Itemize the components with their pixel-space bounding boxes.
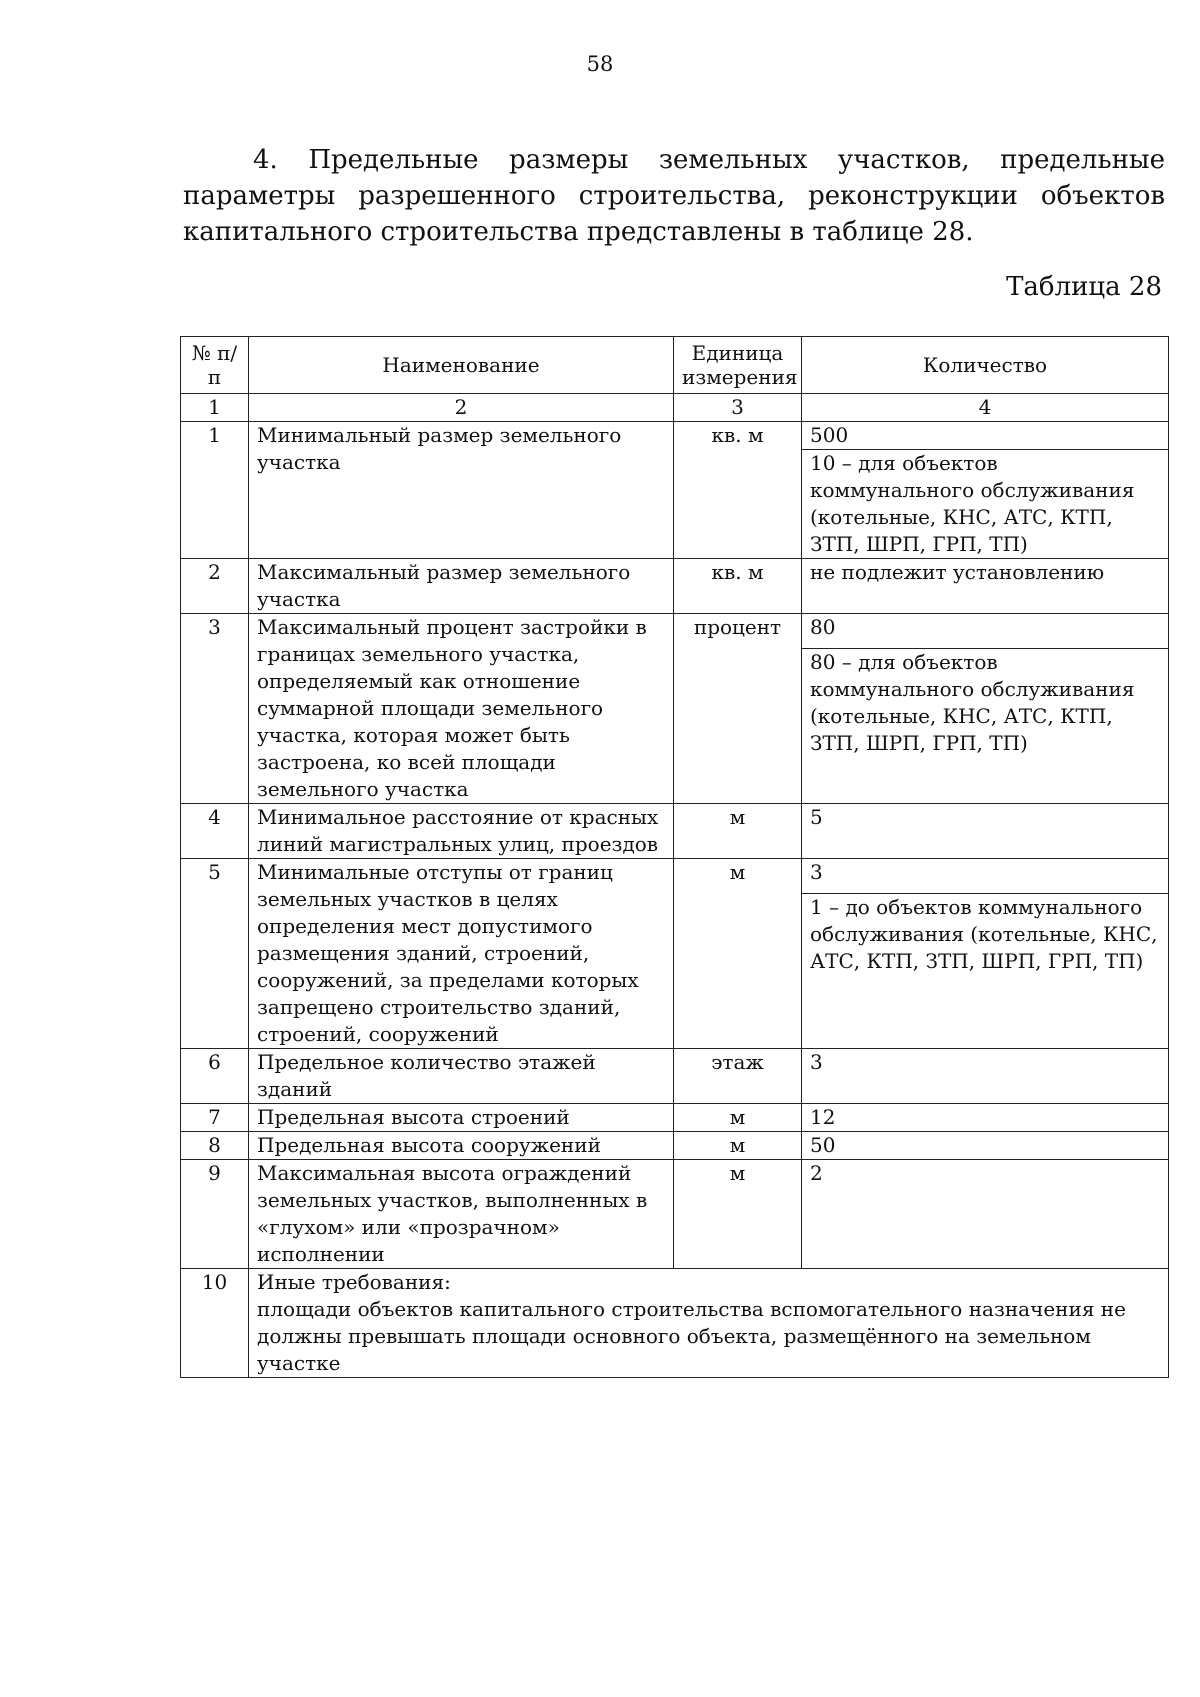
row-unit: м [674,1160,802,1269]
table-row [181,1269,1169,1378]
intro-number: 4. [253,145,278,175]
row-name: Минимальное расстояние от красных линий магистральных улиц, проездов [249,804,674,859]
row-qty-extra: 1 – до объектов коммунального обслуживания (котельные, КНС, АТС, КТП, ЗТП, ШРП, ГРП, ТП) [802,894,1169,1049]
table-row [181,422,1169,450]
table-caption: Таблица 28 [1006,272,1162,302]
row-num: 9 [181,1160,249,1269]
row-qty-main: 3 [802,1049,1169,1104]
row-qty-main: 12 [802,1104,1169,1132]
row-name: Максимальный размер земельного участка [249,559,674,614]
row-name: Предельное количество этажей зданий [249,1049,674,1104]
table-row [181,1049,1169,1104]
other-requirements-text: площади объектов капитального строительства вспомогательного назначения не должны превышать площади основного объекта, размещённого на земельном участке [257,1297,1126,1375]
row-qty-main: 50 [802,1132,1169,1160]
table-row [181,559,1169,614]
column-number: 4 [802,394,1169,422]
table-row [181,1104,1169,1132]
row-qty-extra: 10 – для объектов коммунального обслуживания (котельные, КНС, АТС, КТП, ЗТП, ШРП, ГРП, ТП) [802,450,1169,559]
table-row [181,1160,1169,1269]
table-row [181,614,1169,649]
row-unit: этаж [674,1049,802,1104]
row-unit: кв. м [674,422,802,559]
row-num: 4 [181,804,249,859]
table-header-row [181,337,1169,394]
row-unit: м [674,859,802,1049]
row-name: Максимальный процент застройки в границах земельного участка, определяемый как отношение суммарной площади земельного участка, которая может быть застроена, ко всей площади земельного участка [249,614,674,804]
other-requirements-title: Иные требования: [257,1270,451,1294]
row-num: 7 [181,1104,249,1132]
table-row [181,859,1169,894]
parameters-table [180,336,1169,1378]
row-unit: м [674,804,802,859]
header-name: Наименование [249,337,674,394]
table-row [181,804,1169,859]
row-qty-main: 80 [802,614,1169,649]
row-qty-main: 5 [802,804,1169,859]
row-name: Минимальные отступы от границ земельных участков в целях определения мест допустимого размещения зданий, строений, сооружений, за пределами которых запрещено строительство зданий, строений, сооружений [249,859,674,1049]
header-qty: Количество [802,337,1169,394]
column-number: 2 [249,394,674,422]
page-number: 58 [586,52,614,76]
header-unit: Единица измерения [674,337,802,394]
row-name: Предельная высота строений [249,1104,674,1132]
table-row [181,1132,1169,1160]
row-unit: процент [674,614,802,804]
row-num: 8 [181,1132,249,1160]
row-num: 10 [181,1269,249,1378]
row-other-requirements [249,1269,1169,1378]
row-name: Предельная высота сооружений [249,1132,674,1160]
column-number: 1 [181,394,249,422]
row-qty-main: 500 [802,422,1169,450]
intro-paragraph [183,142,1165,250]
row-num: 6 [181,1049,249,1104]
row-num: 5 [181,859,249,1049]
row-name: Максимальная высота ограждений земельных участков, выполненных в «глухом» или «прозрачном» исполнении [249,1160,674,1269]
row-num: 3 [181,614,249,804]
column-number: 3 [674,394,802,422]
row-num: 1 [181,422,249,559]
row-qty-extra: 80 – для объектов коммунального обслуживания (котельные, КНС, АТС, КТП, ЗТП, ШРП, ГРП, ТП) [802,649,1169,804]
row-unit: м [674,1132,802,1160]
intro-text: Предельные размеры земельных участков, предельные параметры разрешенного строительства, реконструкции объектов капитального строительства представлены в таблице 28. [183,145,1166,247]
row-num: 2 [181,559,249,614]
row-unit: м [674,1104,802,1132]
row-qty-main: 2 [802,1160,1169,1269]
row-name: Минимальный размер земельного участка [249,422,674,559]
column-number-row [181,394,1169,422]
row-qty-main: не подлежит установлению [802,559,1169,614]
header-num: № п/п [181,337,249,394]
row-qty-main: 3 [802,859,1169,894]
row-unit: кв. м [674,559,802,614]
